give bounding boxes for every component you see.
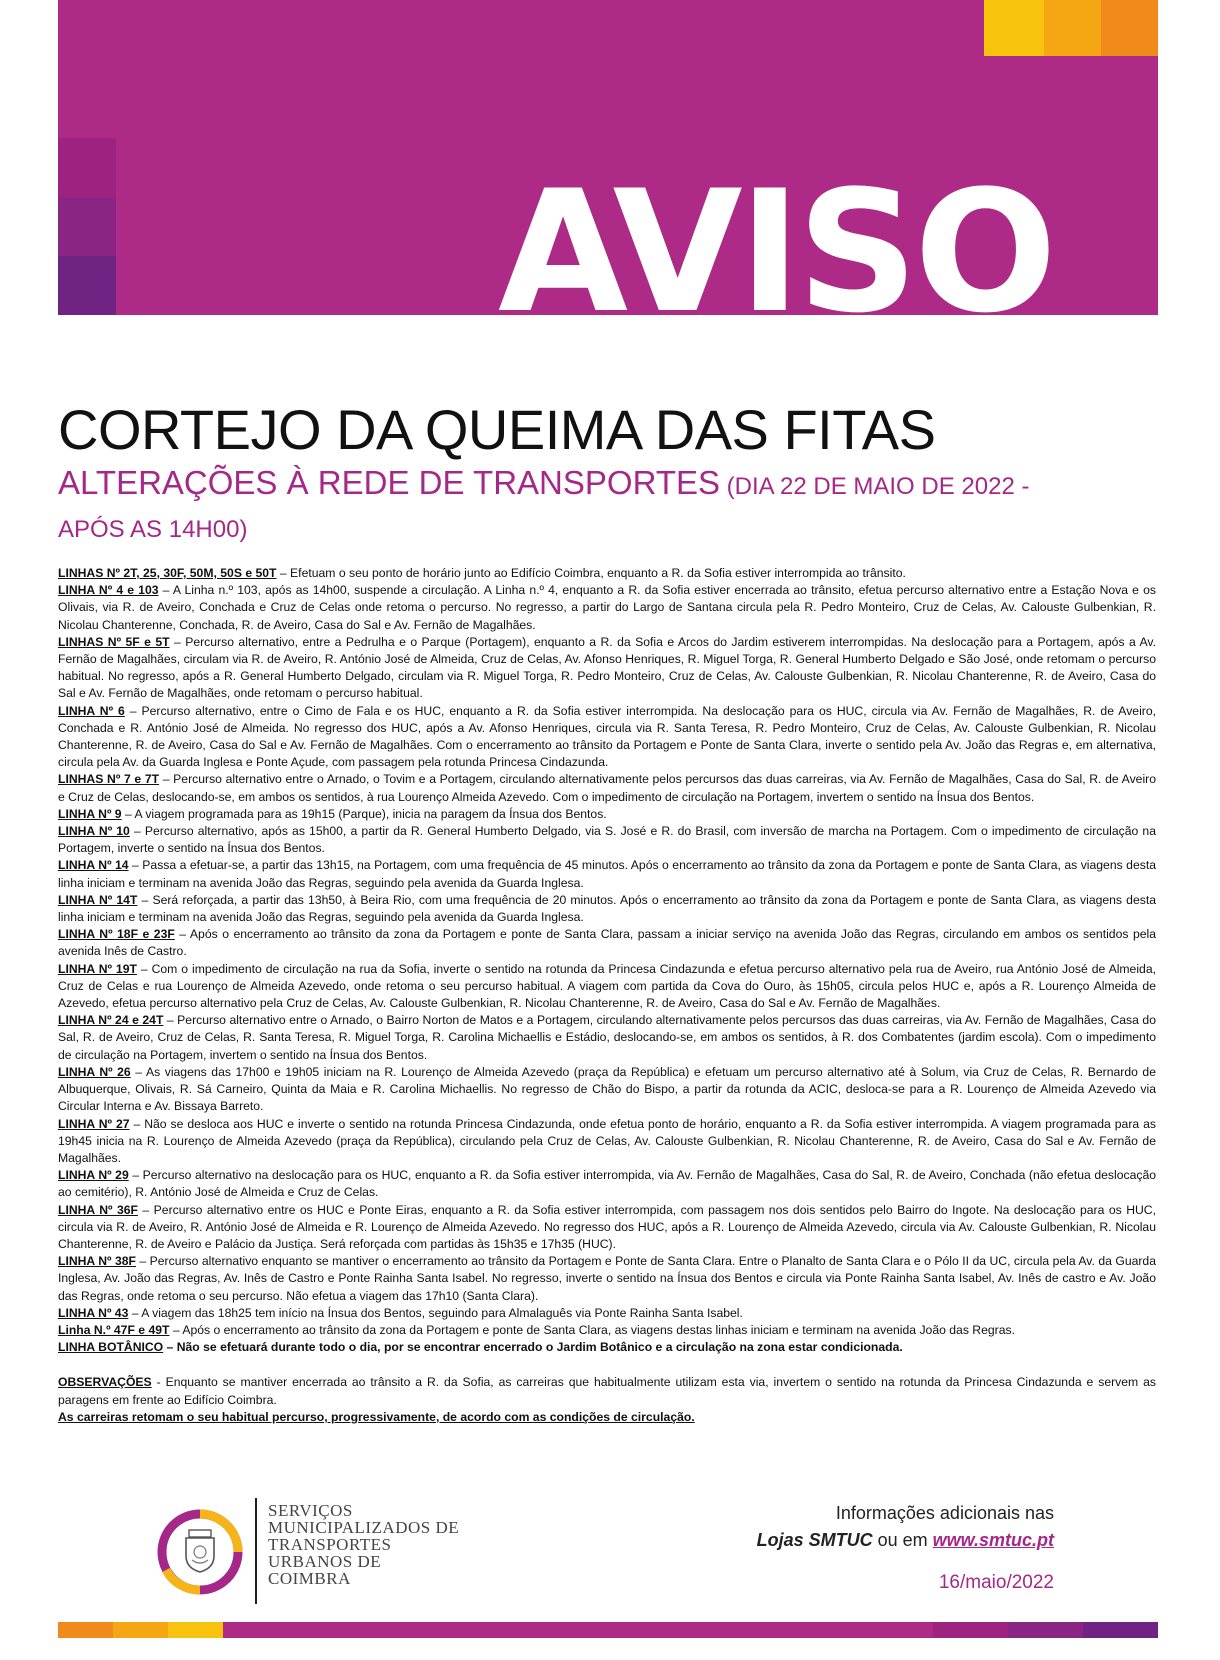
line-label: LINHAS Nº 7 e 7T	[58, 772, 160, 787]
line-entry	[58, 1116, 1156, 1168]
bar-segment	[113, 1622, 168, 1638]
aviso-heading: AVISO	[498, 154, 1053, 315]
line-label: Linha N.º 47F e 49T	[58, 1322, 170, 1337]
footer-divider	[255, 1498, 257, 1604]
line-entry	[58, 771, 1156, 805]
coat-of-arms-icon	[156, 1508, 244, 1596]
line-entry	[58, 565, 1156, 582]
line-description: – Passa a efetuar-se, a partir das 13h15, na Portagem, com uma frequência de 45 minutos. Após o encerramento ao trânsito da zona da Portagem e ponte de Santa Clara, as viagens desta linha iniciam e terminam na avenida João das Regras, seguindo pela avenida da Guarda Inglesa.	[58, 858, 1156, 890]
notice-body	[58, 565, 1156, 1426]
line-label: LINHA Nº 26	[58, 1064, 131, 1079]
line-entry	[58, 823, 1156, 857]
bar-segment	[933, 1622, 1008, 1638]
line-description: – Não se efetuará durante todo o dia, por se encontrar encerrado o Jardim Botânico e a circulação na zona estar condicionada.	[163, 1340, 903, 1355]
line-description: – Percurso alternativo na deslocação para os HUC, enquanto a R. da Sofia estiver interrompida, via Av. Fernão de Magalhães, Casa do Sal, R. de Aveiro, Conchada (não efetua deslocação ao cemitério), R. António José de Almeida e Cruz de Celas.	[58, 1168, 1157, 1200]
org-line: SERVIÇOS	[268, 1501, 353, 1520]
line-entry	[58, 634, 1156, 703]
line-label: LINHAS Nº 5F e 5T	[58, 634, 170, 649]
bar-segment	[223, 1622, 933, 1638]
line-entry	[58, 1305, 1156, 1322]
subtitle-main: ALTERAÇÕES À REDE DE TRANSPORTES	[58, 464, 720, 501]
line-label: LINHA Nº 43	[58, 1305, 129, 1320]
line-label: LINHA Nº 18F e 23F	[58, 927, 175, 942]
line-label: LINHA Nº 29	[58, 1168, 129, 1183]
line-description: – Após o encerramento ao trânsito da zona da Portagem e ponte de Santa Clara, passam a iniciar serviço na avenida João das Regras, circulando em ambos os sentidos pela avenida Inês de Castro.	[58, 927, 1156, 959]
aviso-banner	[58, 0, 1158, 315]
bar-segment	[1083, 1622, 1158, 1638]
page-title: CORTEJO DA QUEIMA DAS FITAS	[58, 397, 936, 461]
line-entry	[58, 806, 1156, 823]
line-description: – Não se desloca aos HUC e inverte o sentido na rotunda Princesa Cindazunda, onde efetua ponto de horário, enquanto a R. da Sofia estiver interrompida. A viagem programada para as 19h45 inicia na R. Lourenço de Almeida Azevedo (praça da República), circulando pela Cruz de Celas, Av. Calouste Gulbenkian, R. Nicolau Chanterenne, R. de Aveiro, Casa do Sal e Av. Fernão de Magalhães.	[58, 1116, 1156, 1165]
org-line: URBANOS DE	[268, 1552, 382, 1571]
publication-date: 16/maio/2022	[938, 1572, 1054, 1593]
decor-square-orange	[1101, 0, 1158, 56]
line-description: – Com o impedimento de circulação na rua da Sofia, inverte o sentido na rotunda da Princesa Cindazunda e efetua percurso alternativo pela rua de Aveiro, rua António José de Almeida, Cruz de Celas e rua Lourenço de Almeida Azevedo, onde retoma o seu percurso habitual. A viagem com partida da Cova do Ouro, às 15h05, circula pelos HUC e, após a R. Lourenço Almeida de Azevedo, efetua percurso alternativo pela Cruz de Celas, Av. Calouste Gulbenkian, R. Nicolau Chanterenne, R. de Aveiro, Casa do Sal e Av. Fernão de Magalhães.	[58, 961, 1156, 1011]
line-label: LINHA Nº 4 e 103	[58, 583, 159, 598]
line-entry	[58, 582, 1156, 634]
line-description: – As viagens das 17h00 e 19h05 iniciam na R. Lourenço de Almeida Azevedo (praça da República) e efetuam um percurso alternativo até à Solum, via Cruz de Celas, R. Bernardo de Albuquerque, Olivais, R. Sá Carneiro, Quinta da Maia e R. Carolina Michaellis. No regresso de Chão do Bispo, a partir da rotunda da ACIC, desloca-se para a R. Lourenço de Almeida Azevedo via Circular Interna e Av. Bissaya Barreto.	[58, 1064, 1156, 1114]
line-description: – Efetuam o seu ponto de horário junto ao Edifício Coimbra, enquanto a R. da Sofia estiver interrompida ao trânsito.	[276, 566, 906, 580]
line-entry	[58, 961, 1156, 1013]
line-entry	[58, 1339, 1156, 1356]
line-description: – A viagem das 18h25 tem início na Ínsua dos Bentos, seguindo para Almalaguês via Ponte Rainha Santa Isabel.	[128, 1305, 743, 1320]
organization-name	[268, 1502, 459, 1587]
line-description: – Percurso alternativo, entre a Pedrulha e o Parque (Portagem), enquanto a R. da Sofia e Arcos do Jardim estiverem interrompidas. Na deslocação para a Portagem, após a Av. Fernão de Magalhães, circulam via R. de Aveiro, R. António José de Almeida, Cruz de Celas, Av. Afonso Henriques, R. Miguel Torga, R. General Humberto Delgado e São José, onde retomam o percurso habitual. No regresso, após a R. General Humberto Delgado, circulam via R. Miguel Torga, R. Pedro Monteiro, Cruz de Celas, Av. Calouste Gulbenkian, R. Nicolau Chanterenne, R. de Aveiro, Casa do Sal e Av. Fernão de Magalhães, onde retomam o percurso habitual.	[58, 634, 1157, 701]
observations	[58, 1374, 1156, 1408]
bar-segment	[58, 1622, 113, 1638]
line-description: – Após o encerramento ao trânsito da zona da Portagem e ponte de Santa Clara, as viagens destas linhas iniciam e terminam na avenida João das Regras.	[169, 1322, 1015, 1337]
line-description: – Percurso alternativo entre o Arnado, o Bairro Norton de Matos e a Portagem, circulando alternativamente pelos percursos das duas carreiras, via Av. Fernão de Magalhães, Casa do Sal, R. de Aveiro, Cruz de Celas, R. Santa Teresa, R. Miguel Torga, R. Carolina Michaellis e Estádio, deslocando-se, em ambos os sentidos, à R. dos Combatentes (jardim escola). Com o impedimento de circulação na Portagem, invertem o sentido na Ínsua dos Bentos.	[58, 1013, 1156, 1062]
line-entry	[58, 1202, 1156, 1254]
bottom-color-bar	[58, 1622, 1158, 1638]
line-label: LINHA Nº 14	[58, 858, 129, 873]
line-entry	[58, 1322, 1156, 1339]
line-entry	[58, 1167, 1156, 1201]
line-label: LINHA BOTÂNICO	[58, 1340, 164, 1355]
bar-segment	[1008, 1622, 1083, 1638]
info-line: Informações adicionais nas	[835, 1503, 1054, 1523]
decor-square-yellow	[984, 0, 1044, 56]
line-entry	[58, 1064, 1156, 1116]
line-description: – Percurso alternativo enquanto se mantiver o encerramento ao trânsito da Portagem e Ponte de Santa Clara. Entre o Planalto de Santa Clara e o Pólo II da UC, circula pela Av. da Guarda Inglesa, Av. João das Regras, Av. Inês de Castro e Ponte Rainha Santa Isabel. No regresso, inverte o sentido na Ínsua dos Bentos e circula via Ponte Rainha Santa Isabel, Av. Inês de castro e Av. João das Regras, onde retoma o seu percurso. Não efetua a viagem das 17h10 (Santa Clara).	[58, 1254, 1156, 1303]
line-label: LINHA Nº 14T	[58, 892, 138, 907]
line-entry	[58, 857, 1156, 891]
line-entry	[58, 703, 1156, 772]
website-link[interactable]: www.smtuc.pt	[932, 1530, 1054, 1550]
line-label: LINHA Nº 27	[58, 1116, 130, 1131]
decor-square-purple	[58, 256, 116, 315]
info-connector: ou em	[872, 1530, 933, 1550]
line-entry	[58, 1253, 1156, 1305]
decor-square-magenta	[58, 138, 116, 198]
line-description: – A viagem programada para as 19h15 (Parque), inicia na paragem da Ínsua dos Bentos.	[121, 806, 607, 821]
line-label: LINHA Nº 19T	[58, 961, 137, 976]
line-label: LINHA Nº 6	[58, 703, 125, 718]
line-entry	[58, 926, 1156, 960]
line-description: – Percurso alternativo entre os HUC e Ponte Eiras, enquanto a R. da Sofia estiver interrompida, com passagem nos dois sentidos pelo Bairro do Ingote. Na deslocação para os HUC, circula via R. de Aveiro, R. António José de Almeida e R. Lourenço de Almeida Azevedo. No regresso dos HUC, após a R. Lourenço de Almeida Azevedo, circula via Av. Calouste Gulbenkian, R. Nicolau Chanterenne, R. de Aveiro e Palácio da Justiça. Será reforçada com partidas às 15h35 e 17h35 (HUC).	[58, 1202, 1156, 1251]
subtitle	[58, 463, 1098, 553]
observations-text: - Enquanto se mantiver encerrada ao trânsito a R. da Sofia, as carreiras que habitualmente utilizam esta via, invertem o sentido na rotunda da Princesa Cindazunda e servem as paragens em frente ao Edifício Coimbra.	[58, 1375, 1156, 1407]
line-label: LINHA Nº 36F	[58, 1202, 138, 1217]
line-label: LINHA Nº 9	[58, 806, 122, 821]
decor-square-amber	[1044, 0, 1101, 56]
additional-info	[757, 1500, 1054, 1554]
line-entry	[58, 892, 1156, 926]
line-label: LINHAS Nº 2T, 25, 30F, 50M, 50S e 50T	[58, 566, 277, 580]
line-description: – Percurso alternativo entre o Arnado, o Tovim e a Portagem, circulando alternativamente pelos percursos das duas carreiras, via Av. Fernão de Magalhães, Casa do Sal, R. de Aveiro e Cruz de Celas, deslocando-se, em ambos os sentidos, à rua Lourenço Almeida Azevedo. Com o impedimento de circulação na Portagem, invertem o sentido na Ínsua dos Bentos.	[58, 772, 1156, 804]
line-label: LINHA Nº 24 e 24T	[58, 1013, 164, 1028]
line-label: LINHA Nº 38F	[58, 1254, 136, 1269]
line-entries	[58, 565, 1156, 1356]
org-line: MUNICIPALIZADOS DE	[268, 1518, 460, 1537]
observations-label: OBSERVAÇÕES	[58, 1375, 152, 1390]
lojas-smtuc: Lojas SMTUC	[756, 1530, 873, 1550]
line-description: – Percurso alternativo, após as 15h00, a partir da R. General Humberto Delgado, via S. José e R. do Brasil, com inversão de marcha na Portagem. Com o impedimento de circulação na Portagem, inverte o sentido na Ínsua dos Bentos.	[58, 824, 1156, 856]
bar-segment	[168, 1622, 223, 1638]
closing-note: As carreiras retomam o seu habitual percurso, progressivamente, de acordo com as condições de circulação.	[58, 1409, 695, 1424]
line-entry	[58, 1012, 1156, 1064]
line-description: – A Linha n.º 103, após as 14h00, suspende a circulação. A Linha n.º 4, enquanto a R. da Sofia estiver encerrada ao trânsito, efetua percurso alternativo entre a Estação Nova e os Olivais, via R. de Aveiro, Conchada e Cruz de Celas onde retoma o percurso. No regresso, a partir do Largo de Santana circula pela R. Pedro Monteiro, Cruz de Celas, Av. Calouste Gulbenkian, R. Nicolau Chanterenne, Conchada, R. de Aveiro, Casa do Sal e Av. Fernão de Magalhães.	[58, 583, 1156, 632]
subtitle-date: (DIA 22 DE MAIO DE 2022 - APÓS AS 14H00)	[58, 473, 1030, 543]
line-description: – Percurso alternativo, entre o Cimo de Fala e os HUC, enquanto a R. da Sofia estiver interrompida. Na deslocação para os HUC, circula via Av. Fernão de Magalhães, R. de Aveiro, Conchada e R. António José de Almeida. No regresso dos HUC, após a Av. Afonso Henriques, circula via R. Santa Teresa, R. Pedro Monteiro, Cruz de Celas, Av. Calouste Gulbenkian, R. Nicolau Chanterenne, R. de Aveiro, Casa do Sal e Av. Fernão de Magalhães. Com o encerramento ao trânsito da Portagem e Ponte de Santa Clara, inverte o sentido pela Av. João das Regras e, em alternativa, circula pela Av. da Guarda Inglesa e Ponte Açude, com passagem pela rotunda Princesa Cindazunda.	[58, 703, 1157, 770]
line-description: – Será reforçada, a partir das 13h50, à Beira Rio, com uma frequência de 20 minutos. Após o encerramento ao trânsito da zona da Portagem e ponte de Santa Clara, as viagens desta linha iniciam e terminam na avenida João das Regras, seguindo pela avenida da Guarda Inglesa.	[58, 892, 1156, 925]
line-label: LINHA Nº 10	[58, 824, 130, 839]
org-line: TRANSPORTES	[268, 1535, 392, 1554]
org-line: COIMBRA	[268, 1569, 351, 1588]
decor-square-violet	[58, 198, 116, 256]
